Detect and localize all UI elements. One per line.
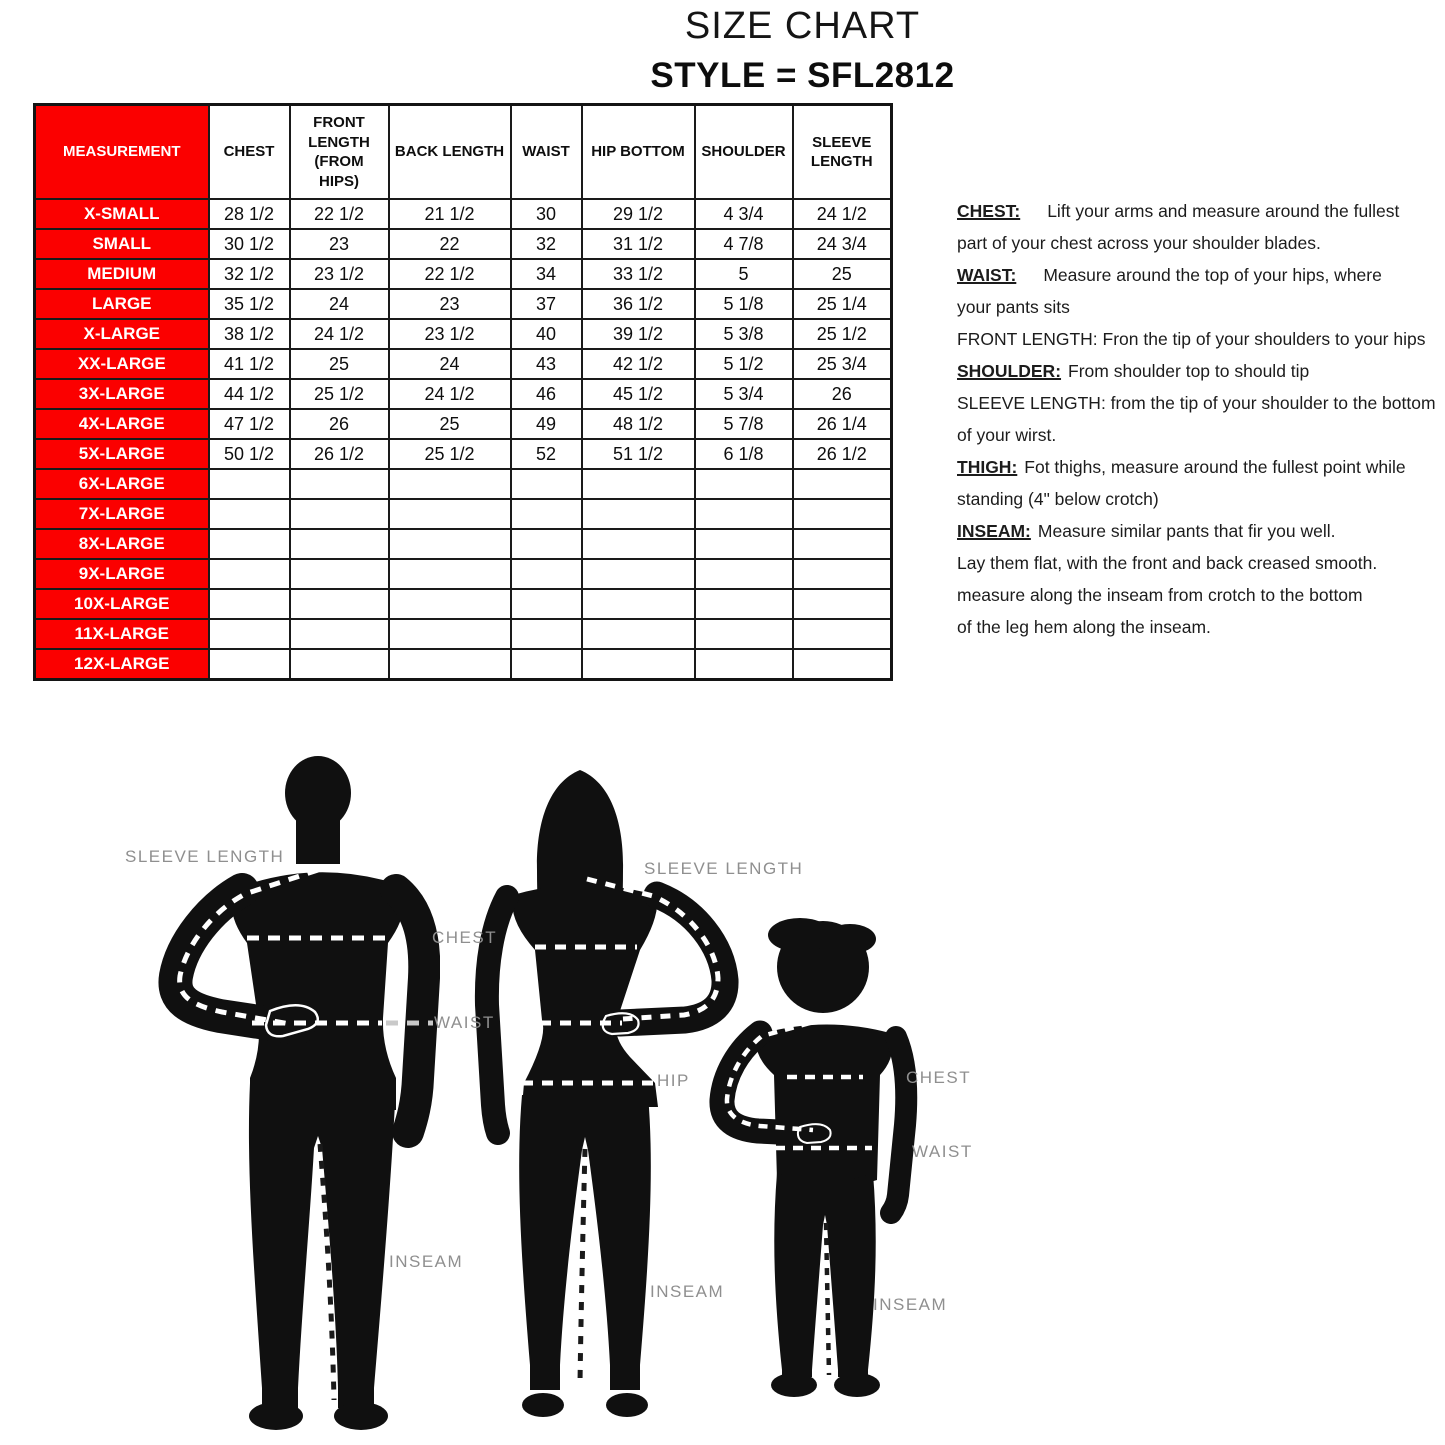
- measurement-value: [582, 469, 695, 499]
- measurement-value: 23: [389, 289, 511, 319]
- instruction-line: measure along the inseam from crotch to the bottom: [957, 585, 1363, 605]
- measurement-value: [582, 649, 695, 680]
- instruction-line: your pants sits: [957, 297, 1070, 317]
- col-header-front-length: FRONT LENGTH (FROM HIPS): [290, 105, 389, 200]
- measurement-value: 44 1/2: [209, 379, 290, 409]
- measurement-value: [290, 559, 389, 589]
- col-header-sleeve-length: SLEEVE LENGTH: [793, 105, 892, 200]
- measurement-value: [695, 649, 793, 680]
- measurement-value: 35 1/2: [209, 289, 290, 319]
- measurement-value: 30 1/2: [209, 229, 290, 259]
- measurement-value: 36 1/2: [582, 289, 695, 319]
- instruction-line: part of your chest across your shoulder blades.: [957, 233, 1321, 253]
- measurement-value: 22: [389, 229, 511, 259]
- measurement-value: [793, 649, 892, 680]
- woman-inseam-dash: [580, 1149, 585, 1383]
- size-label: X-SMALL: [35, 199, 209, 229]
- table-row: [35, 499, 892, 529]
- table-row: [35, 199, 892, 229]
- measurement-value: [209, 589, 290, 619]
- size-label: X-LARGE: [35, 319, 209, 349]
- table-row: [35, 649, 892, 680]
- measurement-value: [695, 469, 793, 499]
- measurement-value: 4 7/8: [695, 229, 793, 259]
- instruction-line: CHEST: Lift your arms and measure around the fullest: [957, 201, 1400, 221]
- measurement-value: [793, 559, 892, 589]
- measurement-value: 26 1/4: [793, 409, 892, 439]
- measurement-value: 30: [511, 199, 582, 229]
- table-row: [35, 439, 892, 469]
- measurement-value: 25: [793, 259, 892, 289]
- measurement-value: [511, 499, 582, 529]
- size-table-body: [35, 199, 892, 680]
- measurement-value: 50 1/2: [209, 439, 290, 469]
- col-header-chest: CHEST: [209, 105, 290, 200]
- measurement-value: 43: [511, 349, 582, 379]
- size-table: [33, 103, 893, 681]
- instruction-line: THIGH: Fot thighs, measure around the fullest point while: [957, 457, 1406, 477]
- measurement-value: 23 1/2: [290, 259, 389, 289]
- style-code: STYLE = SFL2812: [650, 55, 955, 95]
- instruction-term: WAIST:: [957, 265, 1017, 285]
- measurement-value: 42 1/2: [582, 349, 695, 379]
- measurement-value: [582, 499, 695, 529]
- measurement-value: 33 1/2: [582, 259, 695, 289]
- measurement-value: [695, 529, 793, 559]
- measurement-value: 51 1/2: [582, 439, 695, 469]
- measurement-value: 5 3/8: [695, 319, 793, 349]
- col-header-hip-bottom: HIP BOTTOM: [582, 105, 695, 200]
- measurement-value: [511, 469, 582, 499]
- instruction-line: FRONT LENGTH: Fron the tip of your shoulders to your hips: [957, 329, 1426, 349]
- measurement-value: 24: [389, 349, 511, 379]
- measurement-value: 22 1/2: [389, 259, 511, 289]
- measurement-value: [582, 589, 695, 619]
- measurement-value: [209, 649, 290, 680]
- measurement-value: 25 1/2: [793, 319, 892, 349]
- measurement-value: 21 1/2: [389, 199, 511, 229]
- measurement-value: [209, 529, 290, 559]
- measurement-value: [290, 589, 389, 619]
- child-straight-arm: [891, 1037, 906, 1213]
- measurement-value: 52: [511, 439, 582, 469]
- measurement-value: 45 1/2: [582, 379, 695, 409]
- measurement-value: 25 1/2: [389, 439, 511, 469]
- measurement-value: [290, 499, 389, 529]
- measurement-value: [290, 469, 389, 499]
- col-header-measurement: MEASUREMENT: [35, 105, 209, 200]
- header-row: [35, 105, 892, 200]
- measurement-value: [695, 499, 793, 529]
- measurement-value: 29 1/2: [582, 199, 695, 229]
- instruction-line: SHOULDER: From shoulder top to should tip: [957, 361, 1310, 381]
- measurement-value: 28 1/2: [209, 199, 290, 229]
- measurement-value: 24 1/2: [389, 379, 511, 409]
- size-label: 6X-LARGE: [35, 469, 209, 499]
- measurement-value: [511, 589, 582, 619]
- measurement-value: [793, 529, 892, 559]
- child-inseam-dash: [826, 1223, 829, 1375]
- table-row: [35, 589, 892, 619]
- measurement-value: 25 1/2: [290, 379, 389, 409]
- measurement-value: [209, 619, 290, 649]
- size-label: 5X-LARGE: [35, 439, 209, 469]
- measurement-value: 25 3/4: [793, 349, 892, 379]
- size-label: 10X-LARGE: [35, 589, 209, 619]
- instruction-line: standing (4" below crotch): [957, 489, 1159, 509]
- size-label: LARGE: [35, 289, 209, 319]
- measurement-value: [511, 619, 582, 649]
- measurement-value: [511, 559, 582, 589]
- size-label: 4X-LARGE: [35, 409, 209, 439]
- instruction-term: CHEST:: [957, 201, 1021, 221]
- measurement-value: [695, 589, 793, 619]
- measurement-value: [582, 619, 695, 649]
- table-row: [35, 319, 892, 349]
- measurement-value: [511, 649, 582, 680]
- measurement-value: [290, 649, 389, 680]
- measurement-value: 40: [511, 319, 582, 349]
- measurement-value: [389, 499, 511, 529]
- man-inseam-label: INSEAM: [389, 1252, 464, 1271]
- child-hand-outline: [798, 1124, 831, 1143]
- page-title: SIZE CHART: [684, 5, 921, 47]
- measurement-value: 25: [290, 349, 389, 379]
- col-header-shoulder: SHOULDER: [695, 105, 793, 200]
- title-block: [530, 6, 1075, 97]
- woman-sleeve-length-label: SLEEVE LENGTH: [644, 859, 804, 878]
- measurement-value: 24 1/2: [290, 319, 389, 349]
- measurement-value: [389, 589, 511, 619]
- measurement-value: 26 1/2: [793, 439, 892, 469]
- child-inseam-label: INSEAM: [873, 1295, 948, 1314]
- measurement-value: 5 1/2: [695, 349, 793, 379]
- size-label: 11X-LARGE: [35, 619, 209, 649]
- measurement-value: 32 1/2: [209, 259, 290, 289]
- measurement-value: [389, 649, 511, 680]
- measurement-value: 22 1/2: [290, 199, 389, 229]
- instruction-line: of your wirst.: [957, 425, 1057, 445]
- measurement-value: 26 1/2: [290, 439, 389, 469]
- measurement-value: [290, 529, 389, 559]
- chest-label: CHEST: [432, 928, 498, 947]
- measurement-value: 41 1/2: [209, 349, 290, 379]
- measurement-value: 26: [793, 379, 892, 409]
- measurement-value: 26: [290, 409, 389, 439]
- instruction-line: Lay them flat, with the front and back creased smooth.: [957, 553, 1378, 573]
- measurement-value: [793, 469, 892, 499]
- measurement-value: [209, 499, 290, 529]
- child-waist-label: WAIST: [912, 1142, 973, 1161]
- instruction-term: INSEAM:: [957, 521, 1031, 541]
- measurement-value: 24: [290, 289, 389, 319]
- measurement-value: [793, 619, 892, 649]
- measurement-value: 6 1/8: [695, 439, 793, 469]
- child-silhouette: [700, 915, 920, 1400]
- measurement-value: [209, 559, 290, 589]
- measurement-value: 46: [511, 379, 582, 409]
- measurement-value: [290, 619, 389, 649]
- col-header-waist: WAIST: [511, 105, 582, 200]
- measurement-value: 38 1/2: [209, 319, 290, 349]
- measurement-value: [582, 529, 695, 559]
- measurement-value: [793, 499, 892, 529]
- child-chest-label: CHEST: [906, 1068, 972, 1087]
- table-row: [35, 289, 892, 319]
- measurement-value: 23: [290, 229, 389, 259]
- measurement-value: [389, 619, 511, 649]
- instruction-term: THIGH:: [957, 457, 1018, 477]
- measurement-value: 23 1/2: [389, 319, 511, 349]
- measurement-value: [389, 529, 511, 559]
- table-row: [35, 409, 892, 439]
- measurement-value: [511, 529, 582, 559]
- measurement-value: [389, 559, 511, 589]
- measurement-value: [582, 559, 695, 589]
- measurement-value: 5 7/8: [695, 409, 793, 439]
- instruction-line: of the leg hem along the inseam.: [957, 617, 1211, 637]
- table-row: [35, 619, 892, 649]
- woman-inseam-label: INSEAM: [650, 1282, 725, 1301]
- measurement-value: 5: [695, 259, 793, 289]
- table-row: [35, 379, 892, 409]
- size-label: MEDIUM: [35, 259, 209, 289]
- size-label: XX-LARGE: [35, 349, 209, 379]
- size-label: 8X-LARGE: [35, 529, 209, 559]
- table-row: [35, 469, 892, 499]
- col-header-back-length: BACK LENGTH: [389, 105, 511, 200]
- measurement-value: [209, 469, 290, 499]
- table-row: [35, 529, 892, 559]
- instruction-line: WAIST: Measure around the top of your hips, where: [957, 265, 1382, 285]
- measurement-value: 24 3/4: [793, 229, 892, 259]
- measurement-value: 4 3/4: [695, 199, 793, 229]
- measurement-value: 34: [511, 259, 582, 289]
- measurement-value: 48 1/2: [582, 409, 695, 439]
- table-row: [35, 349, 892, 379]
- measurement-value: 49: [511, 409, 582, 439]
- measurement-value: 47 1/2: [209, 409, 290, 439]
- measurement-value: 37: [511, 289, 582, 319]
- size-label: SMALL: [35, 229, 209, 259]
- instruction-line: INSEAM: Measure similar pants that fir you well.: [957, 521, 1336, 541]
- measurement-value: 39 1/2: [582, 319, 695, 349]
- measurement-value: [389, 469, 511, 499]
- measurement-value: [695, 559, 793, 589]
- measurement-value: 24 1/2: [793, 199, 892, 229]
- table-row: [35, 229, 892, 259]
- size-label: 7X-LARGE: [35, 499, 209, 529]
- man-straight-arm: [396, 890, 424, 1132]
- size-label: 3X-LARGE: [35, 379, 209, 409]
- measurement-value: 5 1/8: [695, 289, 793, 319]
- size-label: 9X-LARGE: [35, 559, 209, 589]
- hip-label: HIP: [657, 1071, 690, 1090]
- table-row: [35, 559, 892, 589]
- measurement-value: 25 1/4: [793, 289, 892, 319]
- instruction-line: SLEEVE LENGTH: from the tip of your shoulder to the bottom: [957, 393, 1436, 413]
- measurement-value: 25: [389, 409, 511, 439]
- instructions: [957, 196, 1435, 644]
- measurement-value: 31 1/2: [582, 229, 695, 259]
- instruction-term: SHOULDER:: [957, 361, 1062, 381]
- waist-label: WAIST: [434, 1013, 495, 1032]
- measurement-value: [793, 589, 892, 619]
- man-sleeve-length-label: SLEEVE LENGTH: [125, 847, 285, 866]
- measurement-value: 5 3/4: [695, 379, 793, 409]
- measurement-value: 32: [511, 229, 582, 259]
- measurement-value: [695, 619, 793, 649]
- size-label: 12X-LARGE: [35, 649, 209, 680]
- table-row: [35, 259, 892, 289]
